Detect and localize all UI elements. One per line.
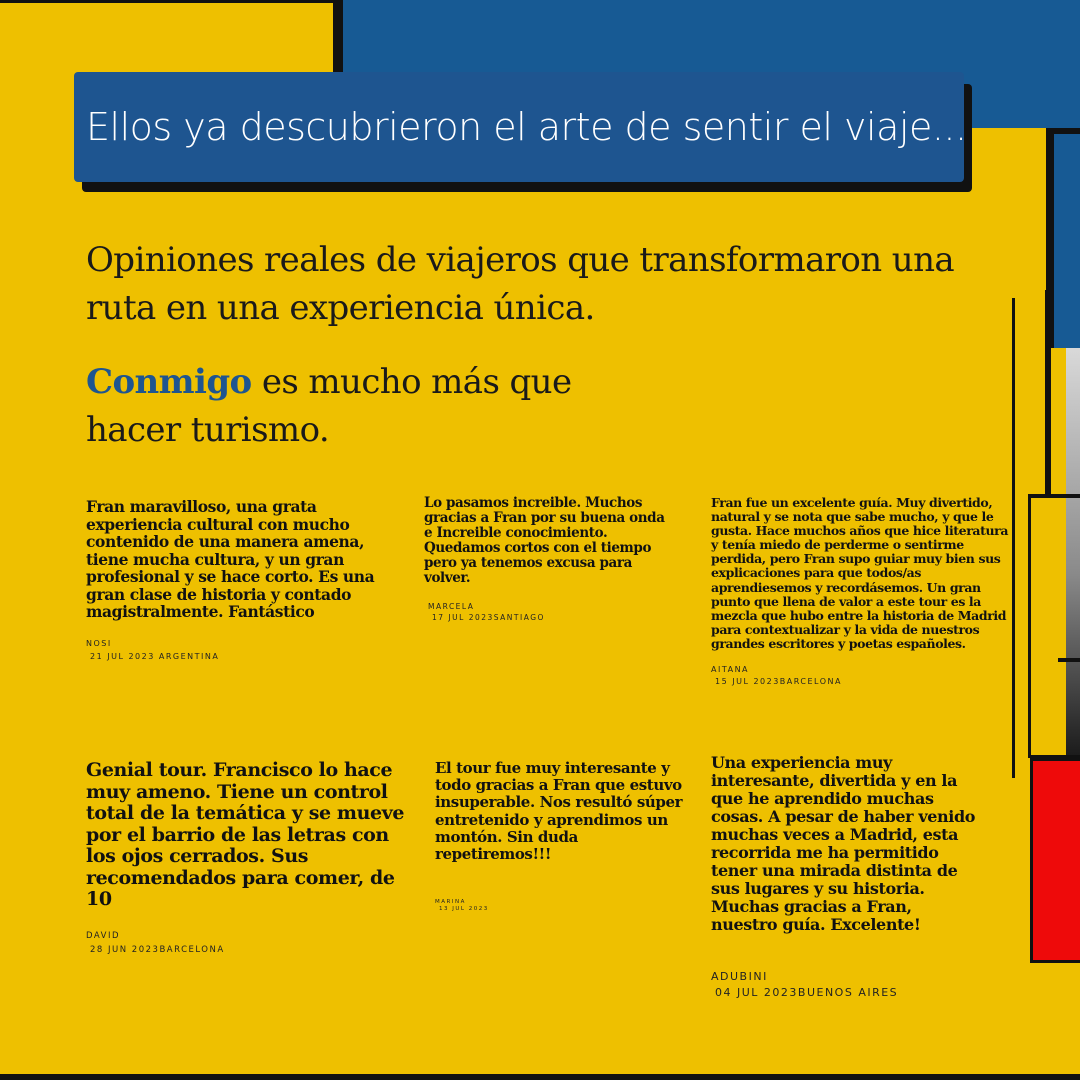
review-meta: 13 JUL 2023 [439, 906, 489, 913]
decor-red-block [1030, 758, 1080, 963]
review-author: DAVID [86, 930, 121, 941]
review-author: MARINA [435, 899, 466, 906]
banner-title: Ellos ya descubrieron el arte de sentir el viaje... [86, 105, 967, 149]
review-card [435, 760, 695, 912]
tagline-text: es mucho más que hacer turismo. [86, 362, 572, 450]
review-text: Lo pasamos increible. Muchos gracias a Fran por su buena onda e Increible conocimiento. Quedamos cortos con el tiempo pero ya tenemos excusa para volver. [424, 495, 665, 586]
review-meta: 28 JUN 2023BARCELONA [90, 944, 225, 955]
review-text: Una experiencia muy interesante, divertida y en la que he aprendido muchas cosas. A pesar de haber venido muchas veces a Madrid, esta recorrida me ha permitido tener una mirada distinta de sus lugares y su historia. Muchas gracias a Fran, nuestro guía. Excelente! [711, 753, 976, 934]
review-card [424, 496, 674, 622]
decor-line [1012, 298, 1015, 778]
brand-name: Conmigo [86, 362, 252, 402]
review-text: El tour fue muy interesante y todo gracias a Fran que estuvo insuperable. Nos resultó súper entretenido y aprendimos un montón. Sin duda repetiremos!!! [435, 759, 683, 864]
review-text: Genial tour. Francisco lo hace muy ameno. Tiene un control total de la temática y se mueve por el barrio de las letras con los ojos cerrados. Sus recomendados para comer, de 10 [86, 759, 405, 910]
title-banner [74, 72, 967, 182]
decor-line [1045, 290, 1051, 495]
tagline [86, 358, 646, 454]
intro-text: Opiniones reales de viajeros que transformaron una ruta en una experiencia única. [86, 240, 955, 328]
review-text: Fran fue un excelente guía. Muy divertido, natural y se nota que sabe mucho, y que le gusta. Hace muchos años que hice literatura y tenía miedo de perderme o sentirme perdida, pero Fran supo guiar muy bien sus explicaciones para que todos/as aprendiesemos y recordásemos. Un gran punto que llena de valor a este tour es la mezcla que hubo entre la historia de Madrid para contextualizar y la vida de nuestros grandes escritores y poetas españoles. [711, 495, 1009, 651]
review-meta: 17 JUL 2023SANTIAGO [432, 613, 545, 622]
review-author: AITANA [711, 665, 750, 675]
decor-line [0, 0, 333, 3]
decor-line [1058, 658, 1080, 662]
decor-line [0, 1074, 1080, 1080]
decor-line [1028, 494, 1080, 498]
review-meta: 21 JUL 2023 ARGENTINA [90, 651, 220, 661]
decor-outline-box [1028, 494, 1080, 758]
review-text: Fran maravilloso, una grata experiencia cultural con mucho contenido de una manera amena, tiene mucha cultura, y un gran profesional y se hace corto. Es una gran clase de historia y contado magistralmente. Fantástico [86, 497, 375, 621]
review-meta: 15 JUL 2023BARCELONA [715, 677, 842, 687]
review-author: MARCELA [428, 602, 475, 611]
decor-blue-strip [1046, 128, 1080, 348]
review-card [711, 754, 976, 999]
review-author: NOSI [86, 638, 112, 648]
review-card [86, 498, 386, 661]
review-author: ADUBINI [711, 970, 768, 983]
review-meta: 04 JUL 2023BUENOS AIRES [715, 986, 899, 999]
review-card [86, 760, 411, 955]
review-card [711, 496, 1011, 686]
